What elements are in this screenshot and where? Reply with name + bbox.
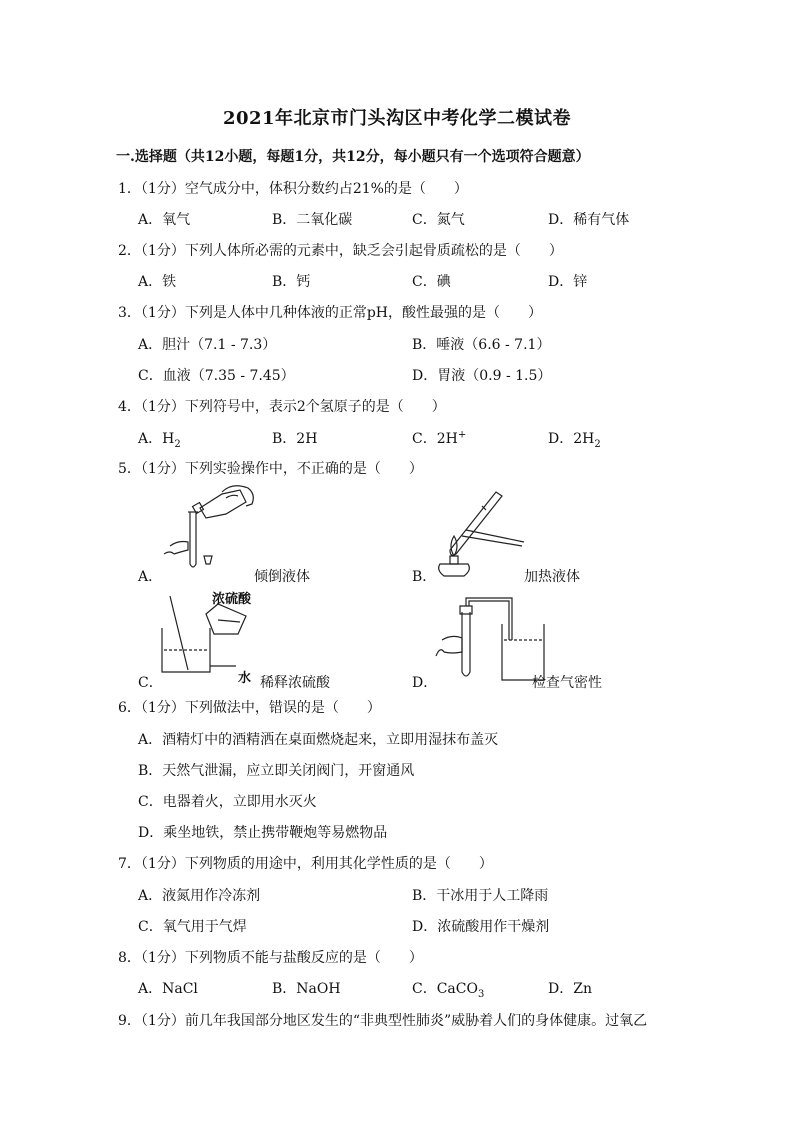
q4-c-superscript: + (457, 429, 467, 441)
q8-c-subscript: 3 (477, 988, 485, 1000)
question-8: 8．（1分）下列物质不能与盐酸反应的是（ ） (118, 950, 423, 966)
q6-option-a[interactable]: A．酒精灯中的酒精洒在桌面燃烧起来，立即用湿抹布盖灭 (138, 732, 499, 748)
q3-option-c[interactable]: C．血液（7.35 - 7.45） (138, 368, 295, 384)
q7-option-a[interactable]: A．液氮用作冷冻剂 (138, 888, 261, 904)
q1-option-a[interactable]: A．氧气 (138, 212, 191, 228)
q4-a-subscript: 2 (174, 438, 181, 450)
q8-option-d[interactable]: D．Zn (548, 981, 592, 997)
q5-option-c[interactable]: C． (138, 675, 163, 691)
question-5: 5．（1分）下列实验操作中，不正确的是（ ） (118, 461, 423, 477)
q8-option-b[interactable]: B．NaOH (272, 981, 341, 997)
q1-option-c[interactable]: C．氮气 (412, 212, 465, 228)
figure-heating-liquid (426, 486, 526, 578)
question-1: 1．（1分）空气成分中，体积分数约占21%的是（ ） (118, 181, 468, 197)
q1-option-d[interactable]: D．稀有气体 (548, 212, 630, 228)
q8-c-text: C．CaCO (412, 981, 478, 997)
question-7: 7．（1分）下列物质的用途中，利用其化学性质的是（ ） (118, 856, 493, 872)
q4-d-text: D．2H (548, 431, 595, 447)
question-6: 6．（1分）下列做法中，错误的是（ ） (118, 700, 381, 716)
figure-label-heat: 加热液体 (524, 569, 580, 585)
section-heading: 一.选择题（共12小题，每题1分，共12分，每小题只有一个选项符合题意） (116, 149, 590, 165)
q4-option-b[interactable]: B．2H (272, 431, 318, 447)
q4-option-d[interactable] (548, 428, 601, 450)
q2-option-c[interactable]: C．碘 (412, 274, 451, 290)
q3-option-b[interactable]: B．唾液（6.6 - 7.1） (412, 337, 551, 353)
annotation-water: 水 (238, 671, 252, 686)
q5-option-b[interactable]: B． (412, 569, 437, 585)
q5-option-d[interactable]: D． (412, 675, 438, 691)
q8-option-c[interactable] (412, 978, 484, 1000)
annotation-conc-acid: 浓硫酸 (212, 592, 252, 607)
q6-option-d[interactable]: D．乘坐地铁，禁止携带鞭炮等易燃物品 (138, 825, 388, 841)
q6-option-c[interactable]: C．电器着火，立即用水灭火 (138, 794, 317, 810)
q6-option-b[interactable]: B．天然气泄漏，应立即关闭阀门，开窗通风 (138, 763, 415, 779)
figure-label-dilute: 稀释浓硫酸 (260, 675, 330, 691)
q2-option-a[interactable]: A．铁 (138, 274, 177, 290)
question-4: 4．（1分）下列符号中，表示2个氢原子的是（ ） (118, 399, 446, 415)
q7-option-d[interactable]: D．浓硫酸用作干燥剂 (412, 919, 550, 935)
q8-option-a[interactable]: A．NaCl (138, 981, 198, 997)
q4-c-text: C．2H (412, 431, 458, 447)
question-3: 3．（1分）下列是人体中几种体液的正常pH，酸性最强的是（ ） (118, 305, 542, 321)
q4-option-a[interactable] (138, 428, 181, 450)
q7-option-b[interactable]: B．干冰用于人工降雨 (412, 888, 549, 904)
q5-option-a[interactable]: A． (138, 569, 163, 585)
q4-option-c[interactable] (412, 428, 466, 448)
q3-option-d[interactable]: D．胃液（0.9 - 1.5） (412, 368, 552, 384)
q3-option-a[interactable]: A．胆汁（7.1 - 7.3） (138, 337, 277, 353)
q4-a-text: A．H (138, 431, 175, 447)
page-title: 2021年北京市门头沟区中考化学二模试卷 (222, 108, 572, 129)
figure-label-pour: 倾倒液体 (254, 569, 310, 585)
q2-option-b[interactable]: B．钙 (272, 274, 311, 290)
figure-label-check: 检查气密性 (532, 675, 602, 691)
question-2: 2．（1分）下列人体所必需的元素中，缺乏会引起骨质疏松的是（ ） (118, 243, 563, 259)
q1-option-b[interactable]: B．二氧化碳 (272, 212, 353, 228)
figure-pouring-liquid (160, 484, 260, 576)
question-9: 9．（1分）前几年我国部分地区发生的“非典型性肺炎”威胁着人们的身体健康。过氧乙 (118, 1013, 648, 1029)
q4-d-subscript: 2 (594, 438, 601, 450)
q7-option-c[interactable]: C．氧气用于气焊 (138, 919, 247, 935)
q2-option-d[interactable]: D．锌 (548, 274, 588, 290)
